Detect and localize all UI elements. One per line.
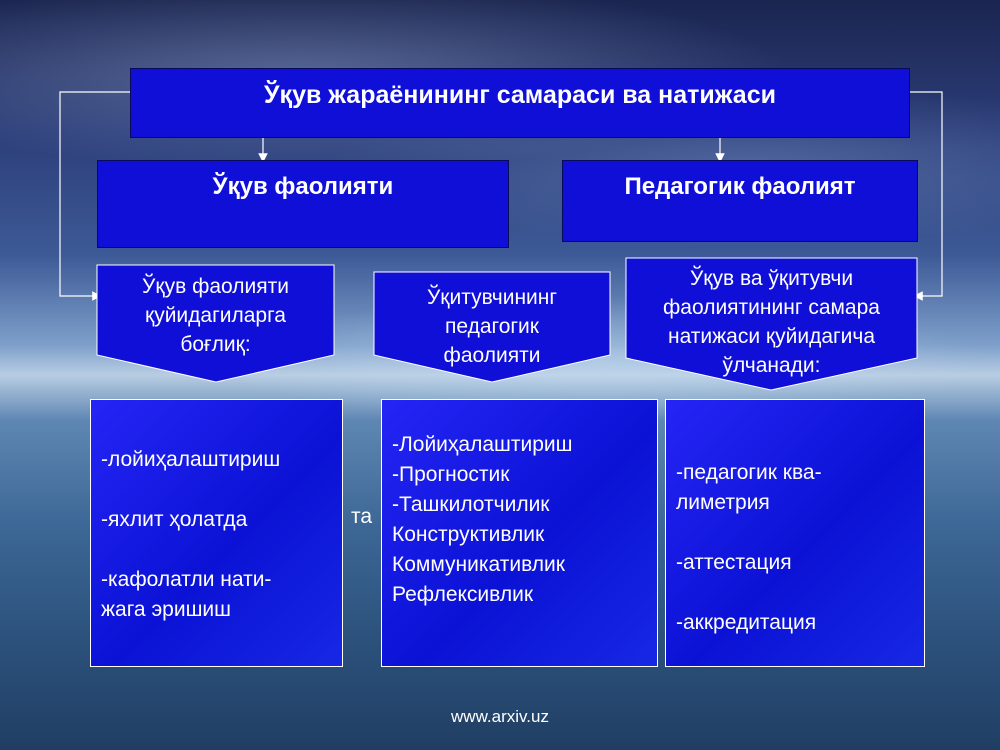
footer-url: www.arxiv.uz	[451, 707, 549, 726]
right-header-box	[562, 160, 918, 242]
pentagon-middle-text: Ўқитувчининг педагогик фаолияти	[426, 286, 558, 367]
left-header-label: Ўқув фаолияти	[212, 173, 394, 200]
left-header-box	[97, 160, 509, 248]
title-box	[130, 68, 910, 138]
page-title: Ўқув жараёнининг самараси ва натижаси	[264, 81, 776, 109]
list-box-middle: -Лойиҳалаштириш -Прогностик -Ташкилотчилик Конструктивлик Коммуникативлик Рефлексивлик	[381, 399, 658, 667]
list-box-right: -педагогик ква- лиметрия -аттестация -аккредитация	[665, 399, 925, 667]
pentagon-right-text: Ўқув ва ўқитувчи фаолиятининг самара натижаси қуйидагича ўлчанади:	[663, 267, 880, 377]
list-box-left: -лойиҳалаштириш -яхлит ҳолатда -кафолатли нати- жага эришиш	[90, 399, 343, 667]
right-header-label: Педагогик фаолият	[624, 173, 856, 200]
pentagon-left-text: Ўқув фаолияти қуйидагиларга боғлиқ:	[142, 275, 289, 356]
stray-text: та	[351, 505, 373, 528]
